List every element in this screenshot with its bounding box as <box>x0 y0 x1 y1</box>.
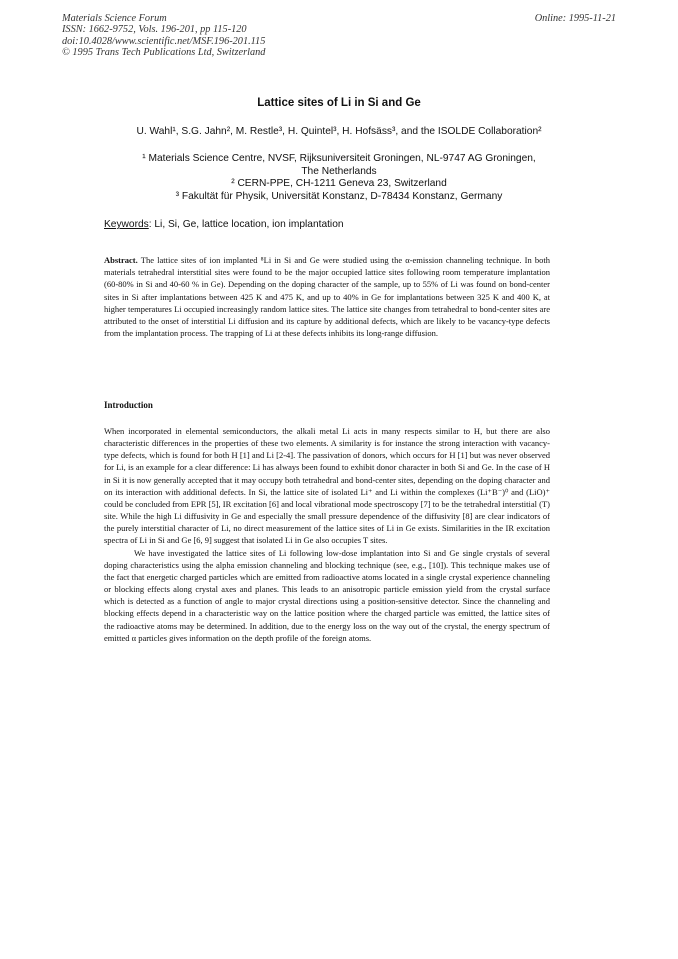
affiliation-line: The Netherlands <box>301 165 377 177</box>
affiliations <box>0 153 678 203</box>
abstract-label: Abstract. <box>104 255 138 265</box>
section-heading-introduction: Introduction <box>104 400 153 410</box>
publication-info <box>62 13 265 59</box>
introduction-body <box>104 425 550 644</box>
journal-name: Materials Science Forum <box>62 13 167 24</box>
author-list: U. Wahl¹, S.G. Jahn², M. Restle³, H. Quintel³, H. Hofsäss³, and the ISOLDE Collaboration² <box>136 126 542 137</box>
affiliation-line: ¹ Materials Science Centre, NVSF, Rijksuniversiteit Groningen, NL-9747 AG Groningen, <box>142 153 536 164</box>
affiliation-line: ² CERN-PPE, CH-1211 Geneva 23, Switzerland <box>231 178 447 190</box>
copyright-line: © 1995 Trans Tech Publications Ltd, Switzerland <box>62 47 266 59</box>
online-date: Online: 1995-11-21 <box>534 13 616 24</box>
abstract <box>104 254 550 339</box>
doi-line: doi:10.4028/www.scientific.net/MSF.196-201.115 <box>62 35 266 47</box>
affiliation-line: ³ Fakultät für Physik, Universität Konstanz, D-78434 Konstanz, Germany <box>175 190 503 202</box>
paper-title: Lattice sites of Li in Si and Ge <box>257 97 421 109</box>
keywords <box>104 219 344 230</box>
paragraph: We have investigated the lattice sites of Li following low-dose implantation into Si and Ge single crystals of several doping characteristics using the alpha emission channeling and blocking technique (see, e.g., [10]). This technique makes use of the fact that energetic charged particles which are emitted from radioactive atoms located in a single crystal experience channeling or blocking effects along crystal axes and planes. This leads to an anisotropic particle emission yield from the crystal surface which is detected as a function of angle to major crystal directions using a position-sensitive detector. Since the channeling and blocking effects depend in a characteristic way on the lattice position where the charged particle was emitted, the lattice sites of the radioactive atoms may be determined. In addition, due to the energy loss on the way out of the crystal, the energy spectrum of emitted α particles gives information on the depth profile of the foreign atoms. <box>104 547 550 643</box>
abstract-text: The lattice sites of ion implanted ⁸Li in Si and Ge were studied using the α-emission channeling technique. In both materials tetrahedral interstitial sites were found to be the major occupied lattice sites following room temperature implantation (60-80% in Si and 40-60 % in Ge). Depending on the doping character of the sample, up to 55% of Li was found on bond-center sites in Si after implantations between 425 K and 475 K, and up to 40% in Ge for implantations between 325 K and 400 K, at higher temperatures Li occupied increasingly random lattice sites. The lattice site changes from tetrahedral to bond-center sites are attributed to the onset of interstitial Li diffusion and its capture by additional defects, which are likely to be vacancy-type defects from the implantation process. The trapping of Li at these defects inhibits its long-range diffusion. <box>104 255 550 339</box>
issn-line: ISSN: 1662-9752, Vols. 196-201, pp 115-120 <box>62 24 247 36</box>
paragraph: When incorporated in elemental semiconductors, the alkali metal Li acts in many respects similar to H, but there are also characteristic differences in the properties of these two elements. A similarity is for instance the strong interaction with vacancy-type defects, which is found for both H [1] and Li [2-4]. The passivation of donors, which occurs for H [1] but was never observed for Li, is an example for a clear difference: Li has always been found to exhibit donor character in both Si and Ge. In the case of H in Si it is now generally accepted that it may occupy both tetrahedral and bond-center sites, depending on the doping character and on its interaction with additional defects. In Si, the lattice site of isolated Li⁺ and Li within the complexes (Li⁺B⁻)⁰ and (LiO)⁺ could be concluded from EPR [5], IR excitation [6] and local vibrational mode spectroscopy [7] to be the tetrahedral interstitial (T) site. While the high Li diffusivity in Ge and especially the small pressure dependence of the diffusivity [8] are clear indicators of the purely interstitial character of Li, no direct measurement of the lattice sites of Li in Ge exists. Similarities in the IR excitation spectra of Li in Si and Ge [6, 9] suggest that isolated Li in Ge also occupies T sites. <box>104 426 550 546</box>
keywords-label: Keywords <box>104 219 149 230</box>
keywords-text: : Li, Si, Ge, lattice location, ion implantation <box>148 219 344 230</box>
